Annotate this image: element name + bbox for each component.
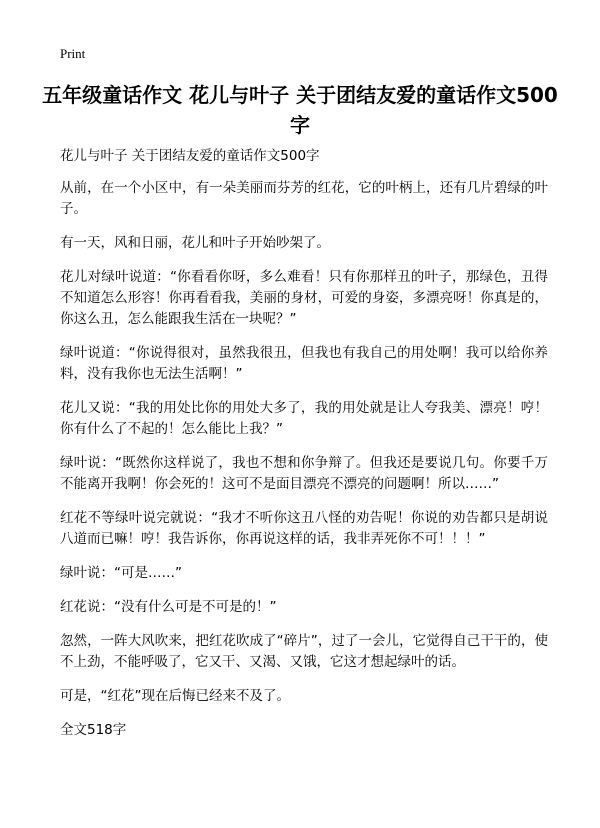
- page-title: 五年级童话作文 花儿与叶子 关于团结友爱的童话作文500字: [42, 83, 558, 137]
- paragraph: 可是，“红花”现在后悔已经来不及了。: [60, 688, 290, 704]
- paragraph: 忽然，一阵大风吹来，把红花吹成了“碎片”，过了一会儿，它觉得自己干干的，使不上劲，不能呼吸了，它又干、又渴、又饿，它这才想起绿叶的话。: [60, 633, 548, 670]
- paragraph: 绿叶说：“既然你这样说了，我也不想和你争辩了。但我还是要说几句。你要千万不能离开我啊！你会死的！这可不是面目漂亮不漂亮的问题啊！所以……”: [60, 455, 548, 492]
- word-count: 全文518字: [60, 722, 127, 738]
- paragraph: 绿叶说道：“你说得很对，虽然我很丑，但我也有我自己的用处啊！我可以给你养料，没有我你也无法生活啊！”: [60, 345, 548, 382]
- paragraph: 花儿又说：“我的用处比你的用处大多了，我的用处就是让人夸我美、漂亮！哼！你有什么了不起的！怎么能比上我？”: [60, 400, 548, 437]
- paragraph: 花儿对绿叶说道：“你看看你呀，多么难看！只有你那样丑的叶子，那绿色，丑得不知道怎么形容！你再看看我，美丽的身材，可爱的身姿，多漂亮呀！你真是的，你这么丑，怎么能跟我生活在一块呢？”: [60, 269, 548, 327]
- paragraph: 绿叶说：“可是……”: [60, 565, 182, 581]
- article-body: [60, 146, 548, 740]
- print-link[interactable]: Print: [60, 46, 86, 61]
- paragraph: 红花说：“没有什么可是不可是的！”: [60, 599, 277, 615]
- paragraph: 有一天，风和日丽，花儿和叶子开始吵架了。: [60, 235, 330, 251]
- paragraph: 从前，在一个小区中，有一朵美丽而芬芳的红花，它的叶柄上，还有几片碧绿的叶子。: [60, 180, 548, 217]
- article-subtitle: 花儿与叶子 关于团结友爱的童话作文500字: [60, 148, 320, 164]
- paragraph: 红花不等绿叶说完就说：“我才不听你这丑八怪的劝告呢！你说的劝告都只是胡说八道而已嘛！哼！我告诉你，你再说这样的话，我非弄死你不可！！！”: [60, 510, 548, 547]
